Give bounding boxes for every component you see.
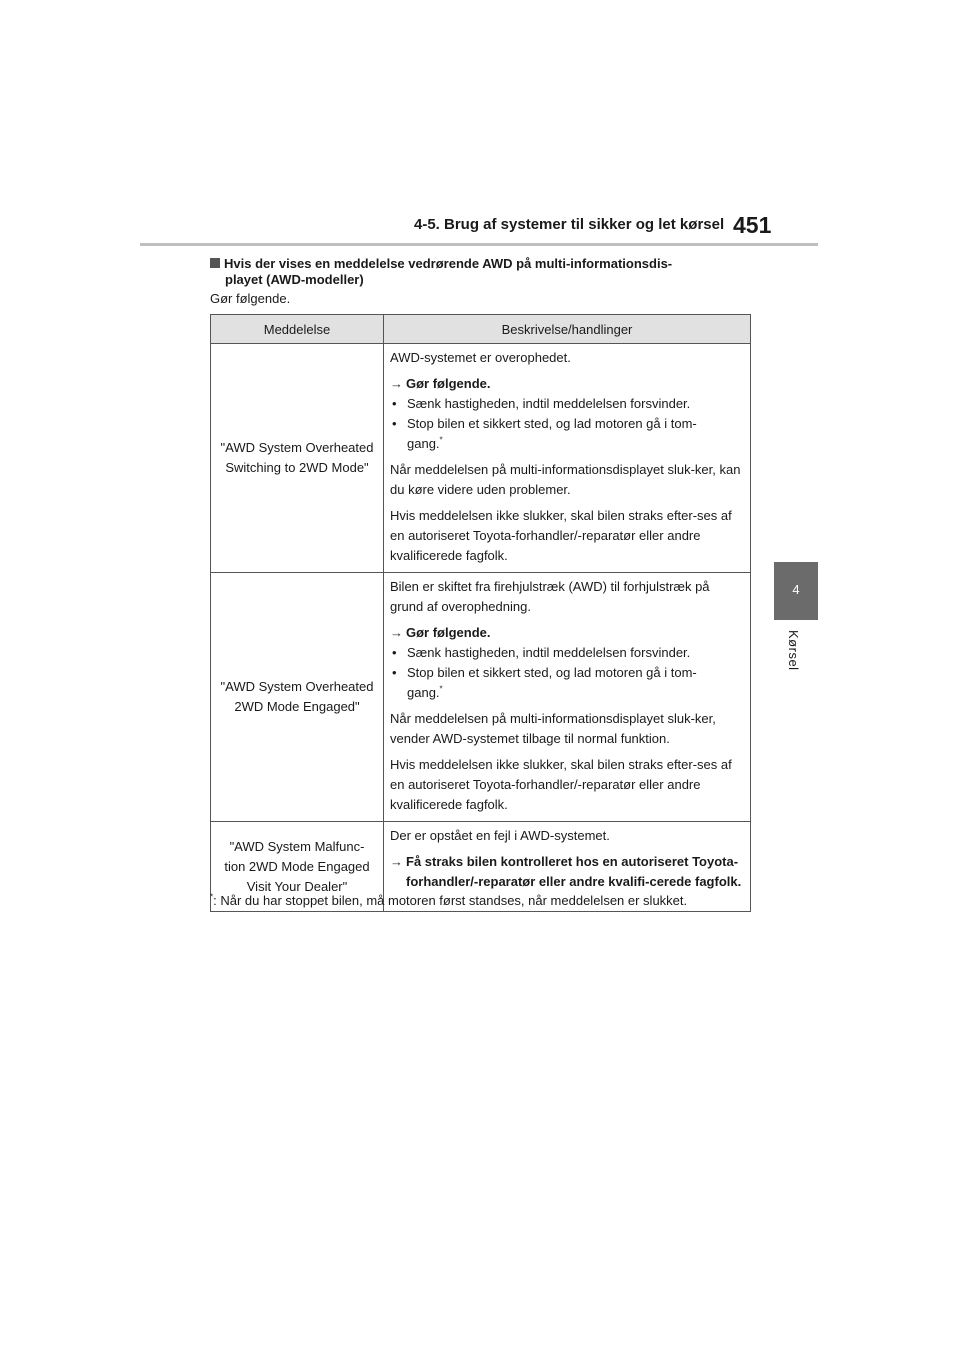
action-line <box>390 374 744 394</box>
note-text: Hvis meddelelsen ikke slukker, skal bilen straks efter-ses af en autoriseret Toyota-forhandler/-reparatør eller andre kvalificerede fagfolk. <box>390 508 732 563</box>
heading-line-1: Hvis der vises en meddelelse vedrørende AWD på multi-informationsdis- <box>224 256 673 271</box>
table-row <box>211 573 751 822</box>
message-cell <box>211 344 384 573</box>
column-header-message: Meddelelse <box>211 315 384 344</box>
heading-line-2: playet (AWD-modeller) <box>225 272 364 287</box>
message-line: Visit Your Dealer" <box>246 878 348 894</box>
message-table <box>210 314 751 912</box>
note-text: Hvis meddelelsen ikke slukker, skal bilen straks efter-ses af en autoriseret Toyota-forhandler/-reparatør eller andre kvalificerede fagfolk. <box>390 757 732 812</box>
description-text: Der er opstået en fejl i AWD-systemet. <box>390 828 610 843</box>
action-text: Få straks bilen kontrolleret hos en autoriseret Toyota-forhandler/-reparatør eller andre kvalifi-cerede fagfolk. <box>406 854 742 889</box>
message-cell <box>211 573 384 822</box>
footnote <box>210 893 770 908</box>
chapter-tab-label: Kørsel <box>786 630 801 671</box>
message-line: "AWD System Overheated <box>220 440 374 455</box>
bullet-text: Sænk hastigheden, indtil meddelelsen forsvinder. <box>407 645 691 660</box>
footnote-marker: * <box>439 684 443 694</box>
footnote-text: : Når du har stoppet bilen, må motoren først standses, når meddelelsen er slukket. <box>213 893 688 908</box>
arrow-right-icon: → <box>390 625 403 640</box>
intro-text: Gør følgende. <box>210 291 291 306</box>
action-line <box>390 623 744 643</box>
footnote-asterisk: * <box>210 892 214 902</box>
note-text: Når meddelelsen på multi-informationsdisplayet sluk-ker, vender AWD-systemet tilbage til normal funktion. <box>390 711 716 746</box>
message-line: tion 2WD Mode Engaged <box>224 858 370 874</box>
action-text: Gør følgende. <box>406 625 491 640</box>
message-line: Switching to 2WD Mode" <box>225 460 369 475</box>
bullet-text: Stop bilen et sikkert sted, og lad motoren gå i tom- <box>407 665 697 680</box>
column-header-description: Beskrivelse/handlinger <box>384 315 751 344</box>
bullet-item: • Sænk hastigheden, indtil meddelelsen forsvinder. <box>390 394 744 414</box>
header-divider <box>140 243 818 246</box>
bullet-item: • Sænk hastigheden, indtil meddelelsen forsvinder. <box>390 643 744 663</box>
chapter-tab-number: 4 <box>792 582 800 597</box>
message-line: "AWD System Overheated <box>220 679 374 694</box>
bullet-item: • Stop bilen et sikkert sted, og lad motoren gå i tom- gang.* <box>392 416 697 451</box>
table-header-row <box>211 315 751 344</box>
bullet-text: Sænk hastigheden, indtil meddelelsen forsvinder. <box>407 396 691 411</box>
action-line <box>390 852 744 892</box>
footnote-marker: * <box>439 435 443 445</box>
action-text: Gør følgende. <box>406 376 491 391</box>
message-line: "AWD System Malfunc- <box>229 838 365 854</box>
bullet-item: • Stop bilen et sikkert sted, og lad motoren gå i tom- gang.* <box>392 665 697 700</box>
section-heading <box>210 256 755 288</box>
bullet-text-cont: gang. <box>407 685 440 700</box>
arrow-right-icon: → <box>390 376 403 391</box>
bullet-text: Stop bilen et sikkert sted, og lad motoren gå i tom- <box>407 416 697 431</box>
description-text: AWD-systemet er overophedet. <box>390 350 571 365</box>
description-cell <box>384 573 751 822</box>
note-text: Når meddelelsen på multi-informationsdisplayet sluk-ker, kan du køre videre uden problemer. <box>390 462 741 497</box>
message-line: 2WD Mode Engaged" <box>234 699 360 714</box>
description-cell <box>384 344 751 573</box>
bullet-text-cont: gang. <box>407 436 440 451</box>
page-number: 451 <box>733 212 772 238</box>
arrow-right-icon: → <box>390 854 403 869</box>
section-title: 4-5. Brug af systemer til sikker og let kørsel <box>414 216 725 233</box>
description-text: Bilen er skiftet fra firehjulstræk (AWD) til forhjulstræk på grund af overophedning. <box>390 579 710 614</box>
table-row <box>211 344 751 573</box>
square-bullet-icon <box>210 258 220 268</box>
